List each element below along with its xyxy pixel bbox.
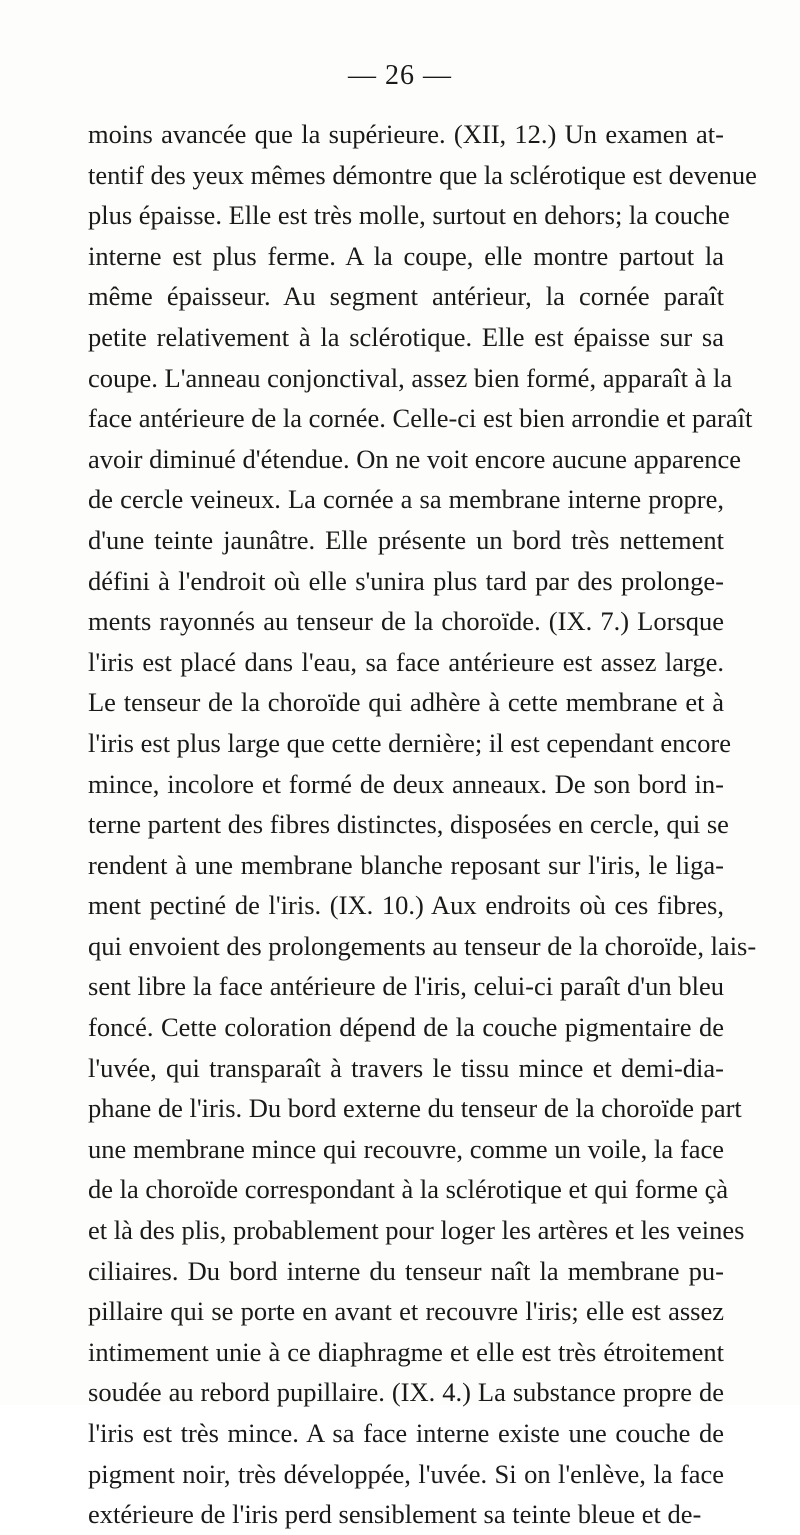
text-line: tentif des yeux mêmes démontre que la sclérotique est devenue — [88, 159, 757, 190]
body-text — [88, 114, 757, 1535]
text-line: une membrane mince qui recouvre, comme un voile, la face — [88, 1133, 724, 1164]
text-line: soudée au rebord pupillaire. (IX. 4.) La substance propre de — [88, 1377, 724, 1408]
text-line: ciliaires. Du bord interne du tenseur naît la membrane pu- — [88, 1255, 724, 1286]
text-line: foncé. Cette coloration dépend de la couche pigmentaire de — [88, 1012, 724, 1043]
text-line: face antérieure de la cornée. Celle-ci est bien arrondie et paraît — [88, 403, 753, 434]
text-line: d'une teinte jaunâtre. Elle présente un bord très nettement — [88, 524, 724, 555]
page-number: — 26 — — [348, 60, 452, 91]
text-line: défini à l'endroit où elle s'unira plus tard par des prolonge- — [88, 565, 724, 596]
text-line: qui envoient des prolongements au tenseur de la choroïde, lais- — [88, 930, 757, 961]
text-line: de cercle veineux. La cornée a sa membrane interne propre, — [88, 484, 724, 515]
text-line: plus épaisse. Elle est très molle, surtout en dehors; la couche — [88, 200, 730, 231]
text-line: rendent à une membrane blanche reposant sur l'iris, le liga- — [88, 849, 724, 880]
text-line: avoir diminué d'étendue. On ne voit encore aucune apparence — [88, 443, 742, 474]
text-line: ments rayonnés au tenseur de la choroïde. (IX. 7.) Lorsque — [88, 606, 724, 637]
text-line: même épaisseur. Au segment antérieur, la cornée paraît — [88, 281, 724, 312]
text-line: mince, incolore et formé de deux anneaux. De son bord in- — [88, 768, 724, 799]
text-line: phane de l'iris. Du bord externe du tenseur de la choroïde part — [88, 1093, 742, 1124]
text-line: moins avancée que la supérieure. (XII, 12.) Un examen at- — [88, 119, 724, 149]
text-line: l'uvée, qui transparaît à travers le tissu mince et demi-dia- — [88, 1052, 724, 1083]
text-line: l'iris est très mince. A sa face interne existe une couche de — [88, 1418, 724, 1448]
text-line: intimement unie à ce diaphragme et elle est très étroitement — [88, 1336, 724, 1367]
text-line: sent libre la face antérieure de l'iris, celui-ci paraît d'un bleu — [88, 971, 724, 1002]
text-line: extérieure de l'iris perd sensiblement sa teinte bleue et de- — [88, 1499, 702, 1530]
text-line: et là des plis, probablement pour loger les artères et les veines — [88, 1215, 745, 1246]
text-line: pillaire qui se porte en avant et recouvre l'iris; elle est assez — [88, 1296, 724, 1327]
text-line: Le tenseur de la choroïde qui adhère à cette membrane et à — [88, 687, 724, 718]
text-line: interne est plus ferme. A la coupe, elle montre partout la — [88, 240, 724, 271]
text-line: l'iris est placé dans l'eau, sa face antérieure est assez large. — [88, 646, 724, 677]
text-line: pigment noir, très développée, l'uvée. Si on l'enlève, la face — [88, 1458, 724, 1489]
text-line: coupe. L'anneau conjonctival, assez bien formé, apparaît à la — [88, 362, 733, 393]
text-line: ment pectiné de l'iris. (IX. 10.) Aux endroits où ces fibres, — [88, 890, 724, 921]
text-line: de la choroïde correspondant à la sclérotique et qui forme çà — [88, 1174, 729, 1205]
text-line: l'iris est plus large que cette dernière; il est cependant encore — [88, 727, 731, 758]
text-line: petite relativement à la sclérotique. Elle est épaisse sur sa — [88, 321, 724, 352]
text-line: terne partent des fibres distinctes, disposées en cercle, qui se — [88, 809, 729, 840]
